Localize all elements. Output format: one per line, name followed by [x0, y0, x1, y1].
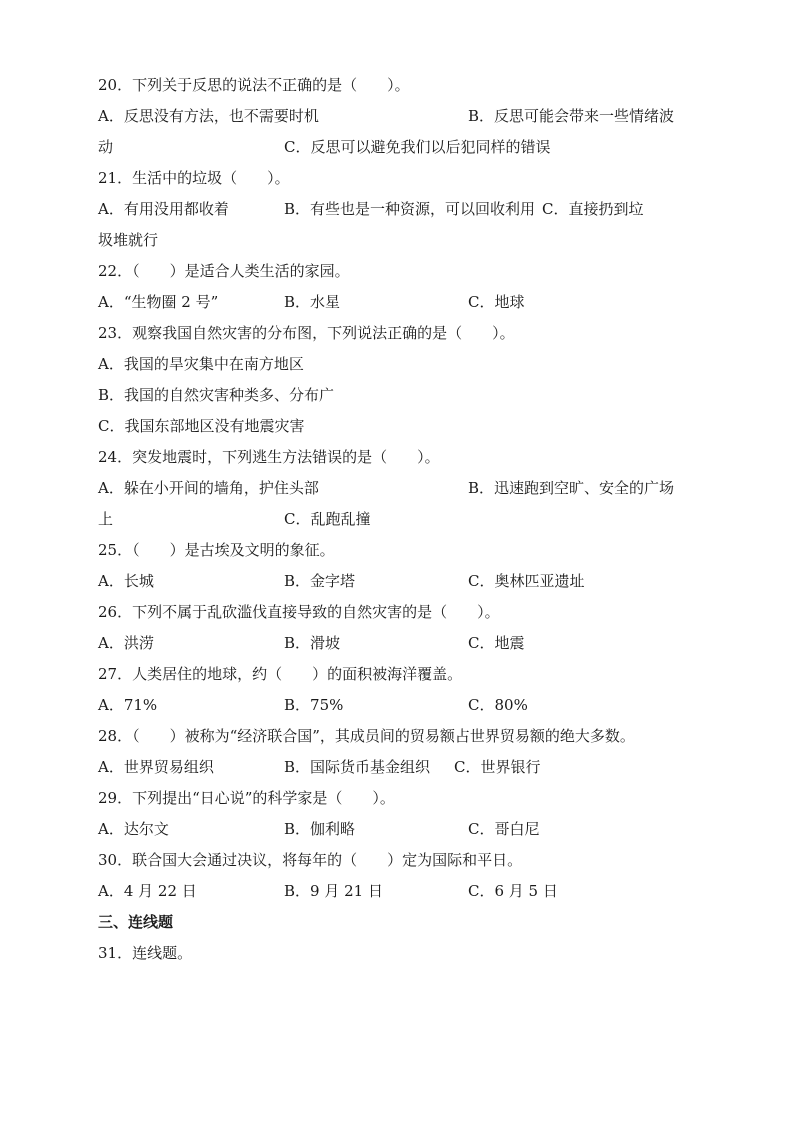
question-29-options [98, 814, 694, 845]
question-22-stem: 22．（ ）是适合人类生活的家园。 [98, 262, 350, 280]
question-31-stem: 31．连线题。 [98, 944, 193, 962]
option-b: B．金字塔 [284, 572, 356, 590]
option-c: C．哥白尼 [468, 820, 540, 838]
question-20-stem: 20．下列关于反思的说法不正确的是（ ）。 [98, 76, 410, 94]
option-a: A．洪涝 [98, 634, 154, 652]
question-24-stem: 24．突发地震时，下列逃生方法错误的是（ ）。 [98, 448, 440, 466]
question-27-stem: 27．人类居住的地球，约（ ）的面积被海洋覆盖。 [98, 665, 463, 683]
question-25-options [98, 566, 694, 597]
question-25-stem: 25．（ ）是古埃及文明的象征。 [98, 541, 335, 559]
question-26-options [98, 628, 694, 659]
question-24-options-line1 [98, 473, 694, 504]
question-22-options [98, 287, 694, 318]
option-c: C．6 月 5 日 [468, 882, 558, 900]
question-20-options-line2 [98, 132, 694, 163]
option-c-continued: 圾堆就行 [98, 231, 159, 249]
option-a: A．反思没有方法，也不需要时机 [98, 107, 319, 125]
option-b: B．反思可能会带来一些情绪波 [468, 107, 675, 125]
question-28-stem: 28．（ ）被称为“经济联合国”，其成员间的贸易额占世界贸易额的绝大多数。 [98, 727, 635, 745]
question-23-option-b: B．我国的自然灾害种类多、分布广 [98, 386, 335, 404]
option-b: B．伽利略 [284, 820, 356, 838]
option-a: A．达尔文 [98, 820, 169, 838]
option-b: B．滑坡 [284, 634, 341, 652]
option-b: B．9 月 21 日 [284, 882, 383, 900]
question-20-options-line1 [98, 101, 694, 132]
option-c: C．奥林匹亚遗址 [468, 572, 585, 590]
option-c: C．地震 [468, 634, 525, 652]
option-b: B．75% [284, 696, 344, 714]
option-a: A．世界贸易组织 [98, 758, 214, 776]
option-b: B．水星 [284, 293, 341, 311]
option-c: C．反思可以避免我们以后犯同样的错误 [284, 138, 551, 156]
option-c: C．世界银行 [454, 758, 541, 776]
question-28-options [98, 752, 694, 783]
option-c: C．乱跑乱撞 [284, 510, 371, 528]
question-24-options-line2 [98, 504, 694, 535]
option-b-continued: 上 [98, 510, 114, 528]
option-a: A．4 月 22 日 [98, 882, 197, 900]
option-a: A．躲在小开间的墙角，护住头部 [98, 479, 319, 497]
option-a: A．“生物圈 2 号” [98, 293, 219, 311]
question-23-option-c: C．我国东部地区没有地震灾害 [98, 417, 305, 435]
option-b: B．有些也是一种资源，可以回收利用 [284, 200, 536, 218]
question-30-options [98, 876, 694, 907]
option-a: A．71% [98, 696, 158, 714]
option-a: A．长城 [98, 572, 154, 590]
question-23-stem: 23．观察我国自然灾害的分布图，下列说法正确的是（ ）。 [98, 324, 515, 342]
option-c: C．直接扔到垃 [542, 200, 644, 218]
question-26-stem: 26．下列不属于乱砍滥伐直接导致的自然灾害的是（ ）。 [98, 603, 500, 621]
question-29-stem: 29．下列提出“日心说”的科学家是（ ）。 [98, 789, 395, 807]
question-27-options [98, 690, 694, 721]
option-b-continued: 动 [98, 138, 114, 156]
option-b: B．迅速跑到空旷、安全的广场 [468, 479, 675, 497]
option-a: A．有用没用都收着 [98, 200, 229, 218]
option-c: C．80% [468, 696, 528, 714]
question-21-options-line1 [98, 194, 694, 225]
question-21-stem: 21．生活中的垃圾（ ）。 [98, 169, 290, 187]
question-21-options-line2 [98, 225, 694, 256]
option-b: B．国际货币基金组织 [284, 758, 431, 776]
question-23-option-a: A．我国的旱灾集中在南方地区 [98, 355, 304, 373]
question-30-stem: 30．联合国大会通过决议，将每年的（ ）定为国际和平日。 [98, 851, 523, 869]
section-heading: 三、连线题 [98, 913, 174, 931]
option-c: C．地球 [468, 293, 525, 311]
